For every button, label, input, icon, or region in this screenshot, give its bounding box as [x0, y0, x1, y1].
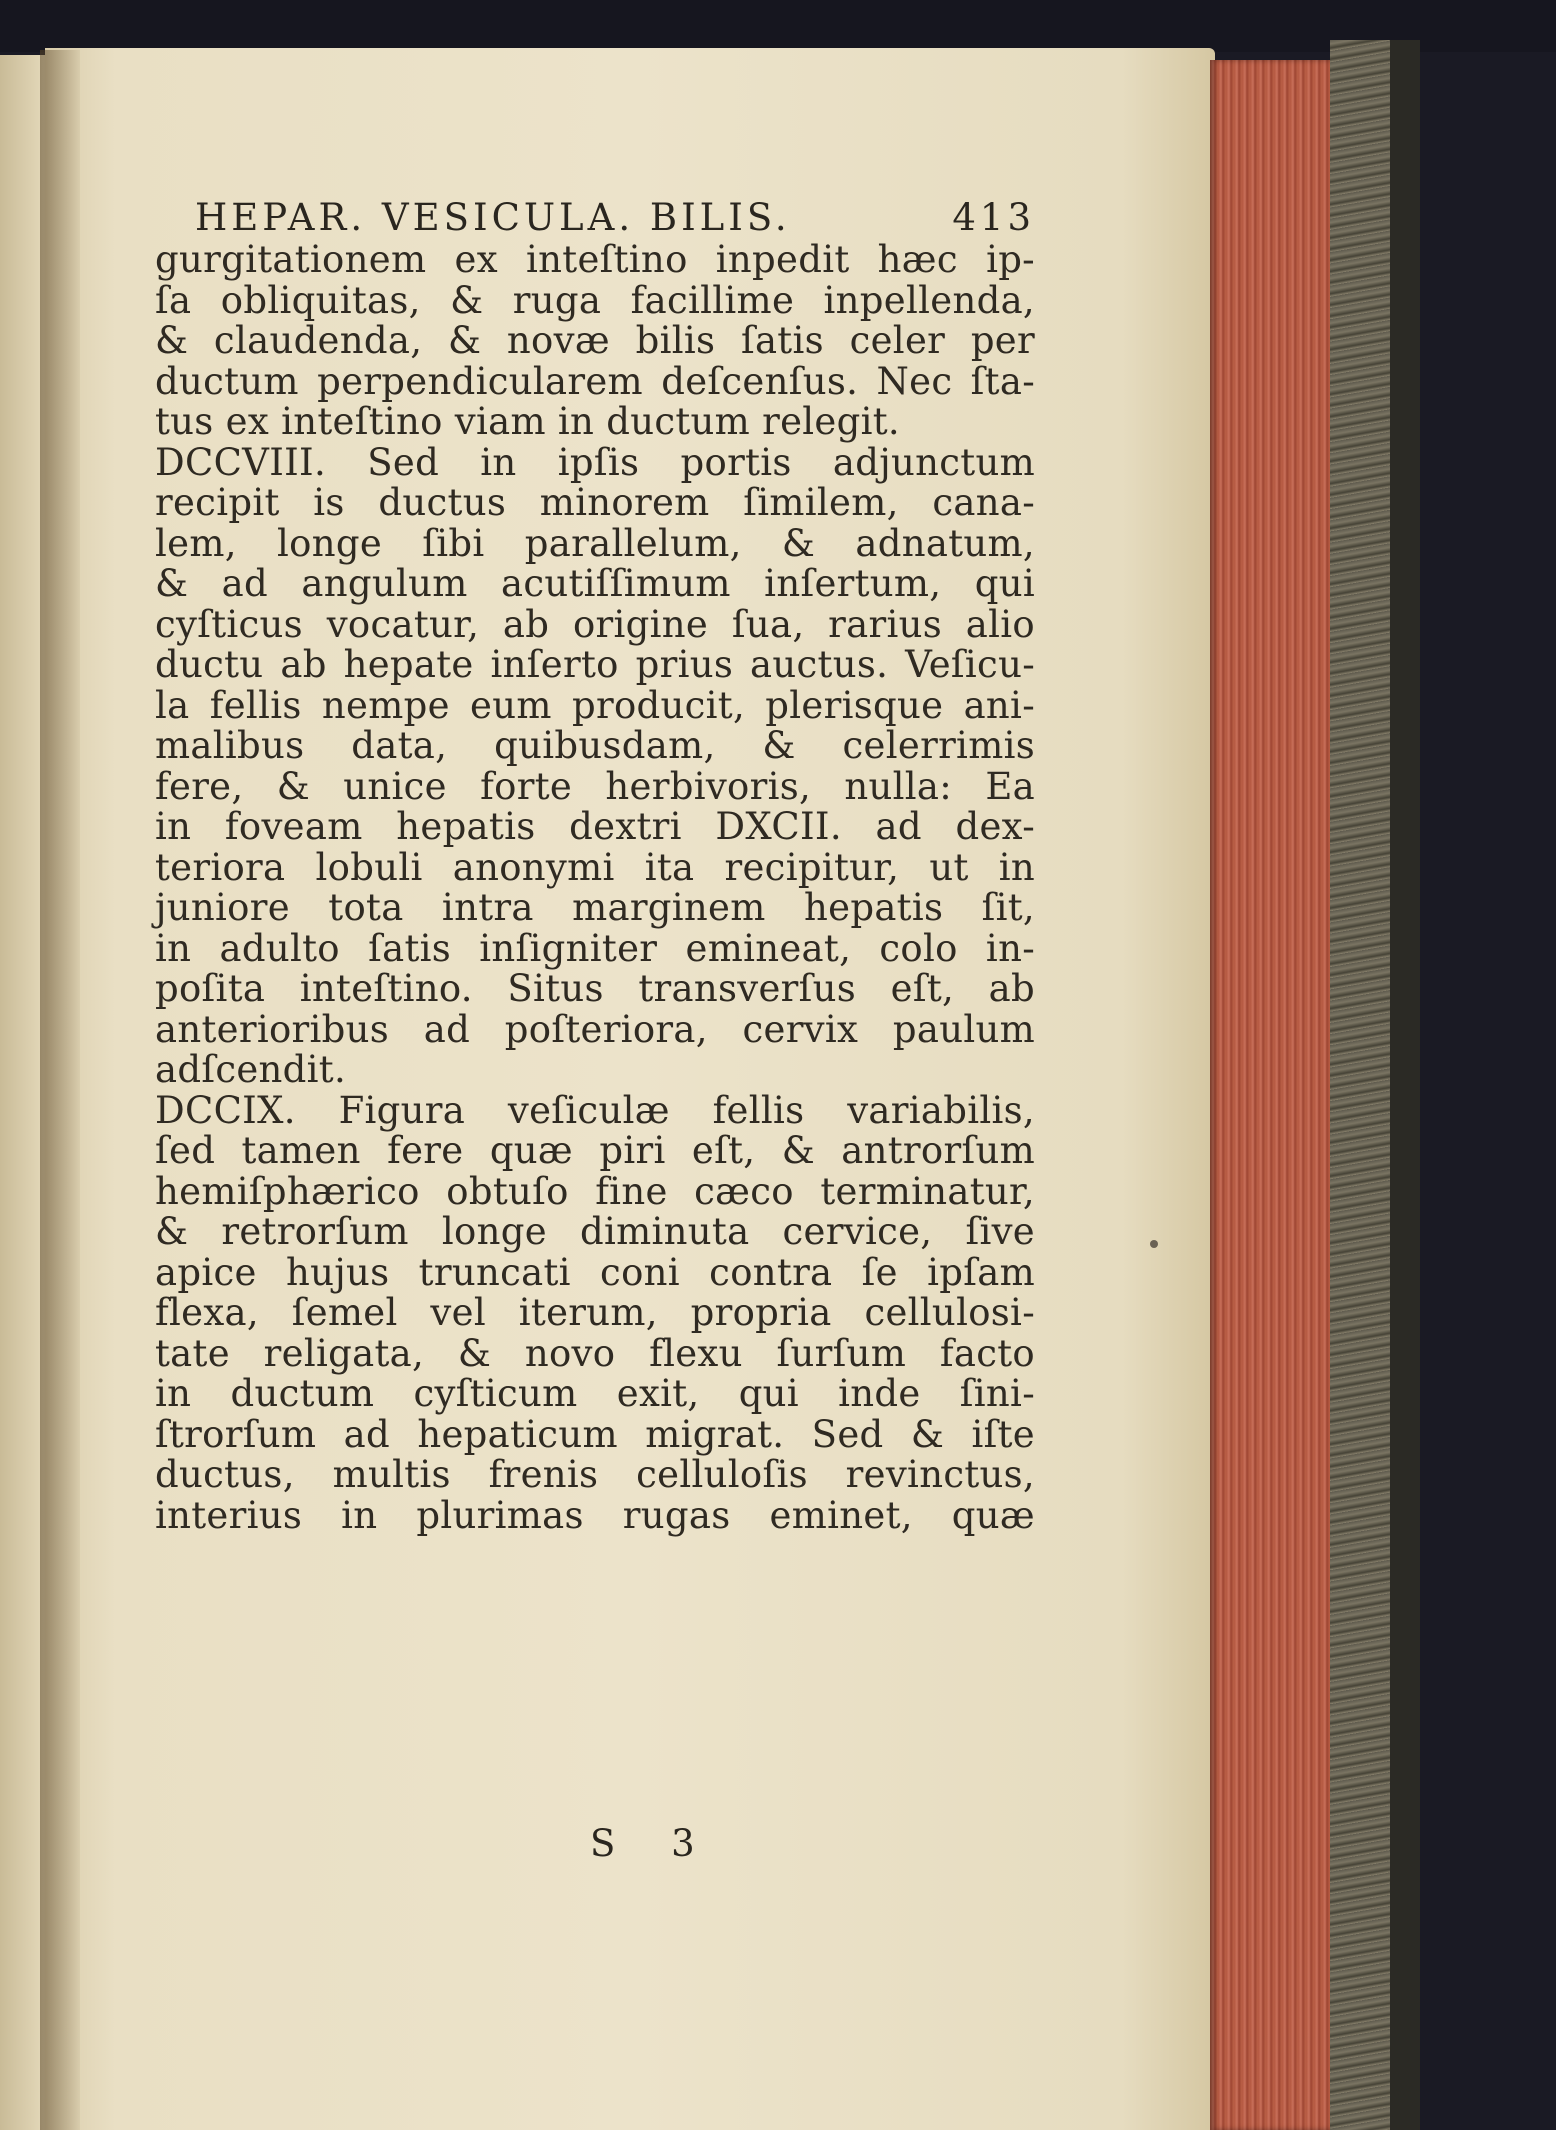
text-line: la fellis nempe eum producit, plerisque ani- [155, 683, 1035, 727]
text-line: apice hujus truncati coni contra ſe ipſam [155, 1250, 1035, 1294]
background [0, 0, 1556, 52]
text-line: poſita inteſtino. Situs transverſus eſt, ab [155, 967, 1035, 1010]
text-line: interius in plurimas rugas eminet, quæ [155, 1493, 1035, 1537]
text-line: recipit is ductus minorem ſimilem, cana- [155, 481, 1035, 524]
paper-speck [1150, 1240, 1158, 1248]
text-line: hemiſphærico obtuſo fine cæco terminatur, [155, 1169, 1035, 1213]
text-line: ductum perpendicularem deſcenſus. Nec ſta- [155, 359, 1035, 403]
signature-mark: S 3 [590, 1822, 717, 1865]
text-line: ductu ab hepate inſerto prius auctus. Veſicu- [155, 643, 1035, 686]
body-text [155, 240, 1035, 1536]
text-line: gurgitationem ex inteſtino inpedit hæc ip- [155, 238, 1035, 281]
text-line: ſed tamen fere quæ piri eſt, & antrorſum [155, 1129, 1035, 1172]
text-line: tate religata, & novo flexu ſurſum facto [155, 1331, 1035, 1375]
text-line: DCCIX. Figura veſiculæ fellis variabilis, [155, 1088, 1035, 1132]
text-line: & ad angulum acutiſſimum inſertum, qui [155, 562, 1035, 605]
running-title: HEPAR. VESICULA. BILIS. [195, 196, 791, 239]
text-line: ſa obliquitas, & ruga facillime inpellenda, [155, 278, 1035, 322]
text-line: in adulto ſatis inſigniter emineat, colo in- [155, 926, 1035, 970]
text-line: anterioribus ad poſteriora, cervix paulum [155, 1007, 1035, 1051]
text-line: tus ex inteſtino viam in ductum relegit. [155, 400, 900, 443]
text-line: ſtrorſum ad hepaticum migrat. Sed & iſte [155, 1412, 1035, 1456]
cover-board [1390, 40, 1420, 2130]
text-line: cyſticus vocatur, ab origine ſua, rarius alio [155, 602, 1035, 646]
text-line: juniore tota intra marginem hepatis ſit, [155, 886, 1035, 929]
page-gutter [40, 50, 80, 2130]
text-line: & retrorſum longe diminuta cervice, ſive [155, 1210, 1035, 1253]
text-line: adſcendit. [155, 1048, 347, 1091]
text-line: & claudenda, & novæ bilis ſatis celer per [155, 319, 1035, 362]
text-line: lem, longe ſibi parallelum, & adnatum, [155, 521, 1035, 565]
text-line: in foveam hepatis dextri DXCII. ad dex- [155, 805, 1035, 848]
text-line: ductus, multis frenis celluloſis revinctus, [155, 1453, 1035, 1496]
text-line: fere, & unice forte herbivoris, nulla: Ea [155, 764, 1035, 808]
text-line: flexa, ſemel vel iterum, propria cellulosi- [155, 1291, 1035, 1334]
red-page-edges [1210, 60, 1330, 2130]
page-number: 413 [952, 196, 1035, 239]
text-line: DCCVIII. Sed in ipſis portis adjunctum [155, 440, 1035, 484]
text-line: teriora lobuli anonymi ita recipitur, ut in [155, 845, 1035, 889]
text-line: in ductum cyſticum exit, qui inde ſini- [155, 1372, 1035, 1415]
running-header [195, 196, 1035, 240]
text-line: malibus data, quibusdam, & celerrimis [155, 724, 1035, 767]
